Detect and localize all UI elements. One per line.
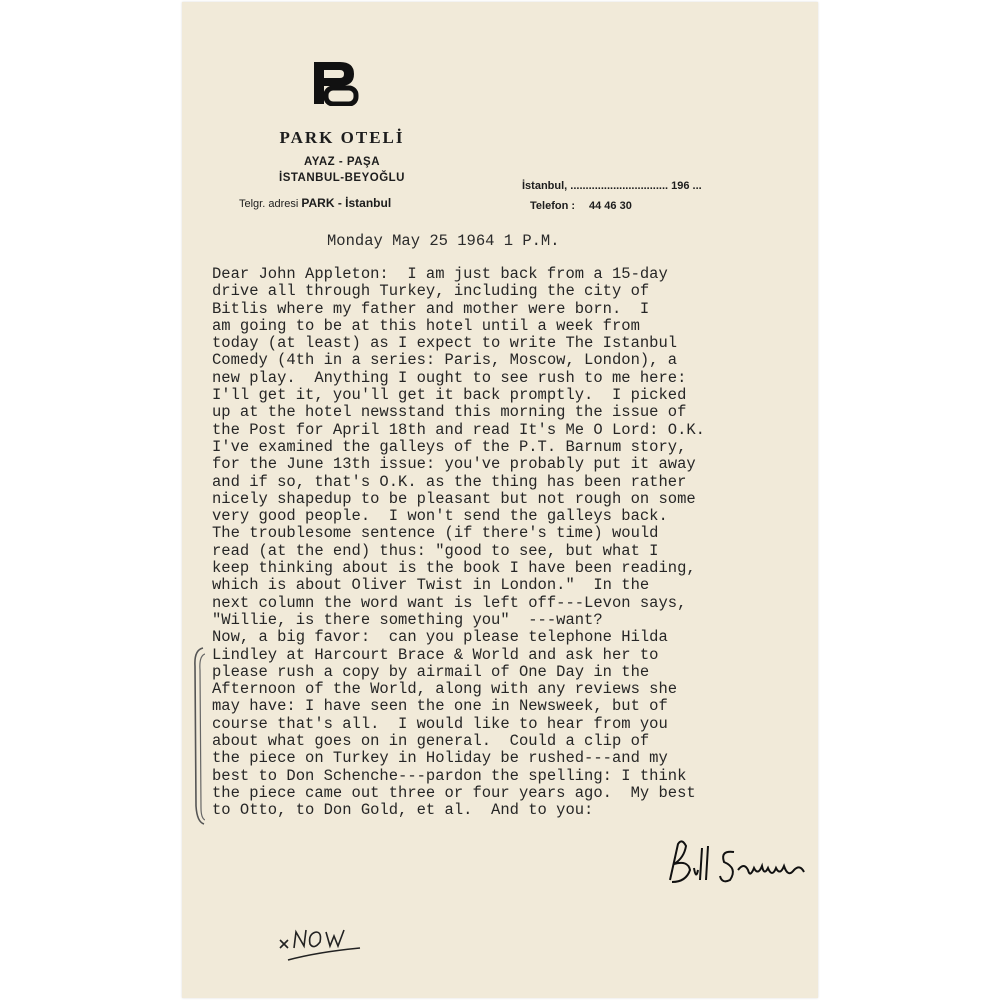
hotel-name: PARK OTELİ <box>279 128 405 147</box>
letter-line: "Willie, is there something you" ---want? <box>212 610 603 629</box>
letter-line: which is about Oliver Twist in London." In the <box>212 576 650 595</box>
city-date-line: İstanbul, ................................ 196 ... <box>522 180 702 192</box>
letter-line: The troublesome sentence (if there's time) would <box>212 524 659 543</box>
letter-line: today (at least) as I expect to write The Istanbul <box>212 334 678 353</box>
hotel-logo <box>310 58 360 106</box>
letter-line: the piece came out three or four years ago. My best <box>212 783 696 802</box>
letter-line: about what goes on in general. Could a clip of <box>212 732 650 751</box>
letter-line: for the June 13th issue: you've probably put it away <box>212 455 696 474</box>
letter-line: course that's all. I would like to hear from you <box>212 714 668 733</box>
margin-bracket-mark <box>191 646 205 826</box>
letter-line: Dear John Appleton: I am just back from a 15-day <box>212 265 668 283</box>
telefon-number: 44 46 30 <box>589 200 632 212</box>
letter-line: next column the word want is left off---Levon says, <box>212 593 687 612</box>
letter-line: I'll get it, you'll get it back promptly. I picked <box>212 386 687 405</box>
signature <box>664 836 814 896</box>
letter-body <box>212 266 812 820</box>
letter-line: read (at the end) thus: "good to see, but what I <box>212 541 659 560</box>
letter-line: new play. Anything I ought to see rush to me here: <box>212 368 687 387</box>
letter-line: nicely shapedup to be pleasant but not rough on some <box>212 489 696 508</box>
letter-line: Comedy (4th in a series: Paris, Moscow, London), a <box>212 351 678 370</box>
letter-line: Afternoon of the World, along with any reviews she <box>212 680 678 699</box>
letter-line: Bitlis where my father and mother were born. I <box>212 299 650 318</box>
letter-line: may have: I have seen the one in Newsweek, but of <box>212 697 668 716</box>
telegraph-value: PARK - İstanbul <box>301 196 392 210</box>
letter-line: Lindley at Harcourt Brace & World and ask her to <box>212 645 659 664</box>
letter-line: to Otto, to Don Gold, et al. And to you: <box>212 801 594 820</box>
letter-line: up at the hotel newsstand this morning the issue of <box>212 403 687 422</box>
telephone-line <box>530 200 632 212</box>
letter-line: I've examined the galleys of the P.T. Barnum story, <box>212 437 687 456</box>
telegraph-address <box>239 196 391 210</box>
letter-line: Now, a big favor: can you please telephone Hilda <box>212 628 668 647</box>
letter-line: the piece on Turkey in Holiday be rushed---and my <box>212 749 668 768</box>
letter-line: best to Don Schenche---pardon the spelling: I think <box>212 766 687 785</box>
letter-line: please rush a copy by airmail of One Day in the <box>212 662 650 681</box>
telegraph-label: Telgr. adresi <box>239 198 299 210</box>
telefon-label: Telefon : <box>530 200 576 212</box>
letter-dateline: Monday May 25 1964 1 P.M. <box>327 232 560 250</box>
letter-line: and if so, that's O.K. as the thing has been rather <box>212 472 687 491</box>
letter-line: drive all through Turkey, including the city of <box>212 282 650 301</box>
letter-line: keep thinking about is the book I have been reading, <box>212 559 696 578</box>
letter-line: very good people. I won't send the galleys back. <box>212 507 668 526</box>
address-line-2: İSTANBUL-BEYOĞLU <box>279 172 405 184</box>
letter-line: the Post for April 18th and read It's Me O Lord: O.K. <box>212 420 705 439</box>
letter-line: am going to be at this hotel until a week from <box>212 316 640 335</box>
address-line-1: AYAZ - PAŞA <box>303 156 380 168</box>
handwritten-now-note <box>278 926 368 966</box>
